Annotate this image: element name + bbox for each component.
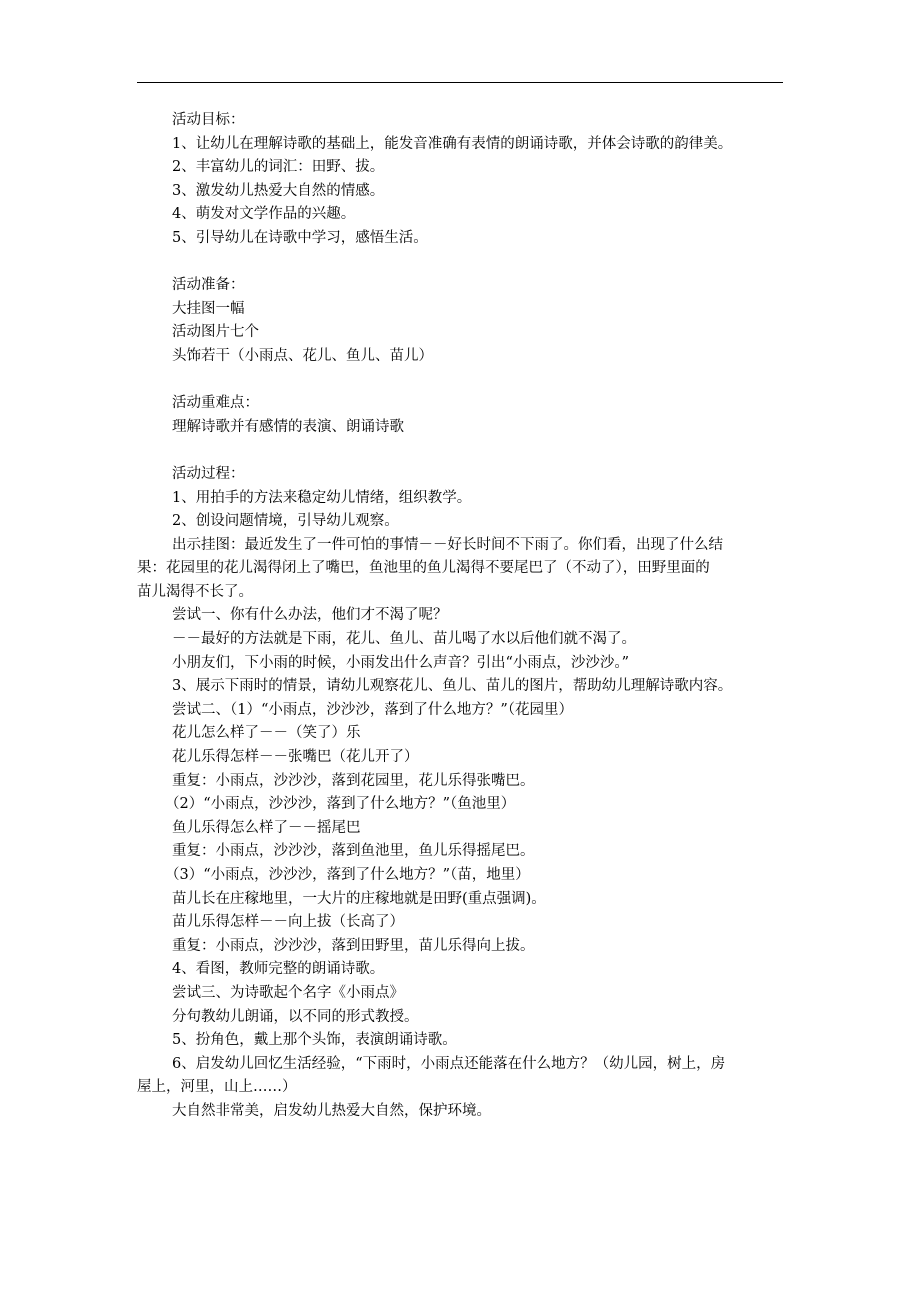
process-line: 花儿怎么样了－－（笑了）乐 — [172, 725, 361, 742]
process-line: 重复：小雨点，沙沙沙，落到鱼池里，鱼儿乐得摇尾巴。 — [172, 843, 535, 860]
process-line: 鱼儿乐得怎么样了－－摇尾巴 — [172, 819, 361, 836]
spacer — [172, 369, 792, 393]
process-line: 尝试三、为诗歌起个名字《小雨点》 — [172, 984, 404, 1001]
process-line: （2）“小雨点，沙沙沙，落到了什么地方？”（鱼池里） — [165, 796, 516, 813]
spacer — [172, 251, 792, 275]
process-line: 3、展示下雨时的情景，请幼儿观察花儿、鱼儿、苗儿的图片，帮助幼儿理解诗歌内容。 — [172, 678, 733, 695]
process-line: 小朋友们，下小雨的时候，小雨发出什么声音？引出“小雨点，沙沙沙。” — [172, 654, 630, 671]
process-line: 苗儿长在庄稼地里，一大片的庄稼地就是田野(重点强调)。 — [172, 890, 546, 907]
section-heading-key-points: 活动重难点： — [172, 395, 259, 412]
spacer — [172, 439, 792, 463]
document-body — [137, 109, 792, 1124]
preparation-item: 大挂图一幅 — [172, 300, 245, 317]
goal-item: 3、激发幼儿热爱大自然的情感。 — [172, 182, 385, 199]
preparation-item: 活动图片七个 — [172, 324, 259, 341]
process-line: 2、创设问题情境，引导幼儿观察。 — [172, 513, 399, 530]
process-line: （3）“小雨点，沙沙沙，落到了什么地方？”（苗，地里） — [165, 867, 530, 883]
process-line: 4、看图，教师完整的朗诵诗歌。 — [172, 961, 385, 978]
goal-item: 5、引导幼儿在诗歌中学习，感悟生活。 — [172, 229, 428, 246]
process-line: 出示挂图：最近发生了一件可怕的事情－－好长时间不下雨了。你们看，出现了什么结 — [172, 536, 723, 553]
process-line: 尝试二、（1）“小雨点，沙沙沙，落到了什么地方？”（花园里） — [172, 701, 574, 718]
process-line: 分句教幼儿朗诵，以不同的形式教授。 — [172, 1008, 419, 1025]
process-line: 大自然非常美，启发幼儿热爱大自然，保护环境。 — [172, 1102, 491, 1119]
process-line: 果：花园里的花儿渴得闭上了嘴巴，鱼池里的鱼儿渴得不要尾巴了（不动了），田野里面的 — [137, 560, 710, 577]
section-heading-preparation: 活动准备： — [172, 277, 245, 294]
process-line: 花儿乐得怎样－－张嘴巴（花儿开了） — [172, 749, 419, 766]
key-point-item: 理解诗歌并有感情的表演、朗诵诗歌 — [172, 418, 404, 435]
goal-item: 2、丰富幼儿的词汇：田野、拔。 — [172, 159, 385, 176]
process-line: 重复：小雨点，沙沙沙，落到田野里，苗儿乐得向上拔。 — [172, 937, 535, 954]
process-line: 1、用拍手的方法来稳定幼儿情绪，组织教学。 — [172, 489, 472, 506]
process-line: 尝试一、你有什么办法，他们才不渴了呢？ — [172, 607, 448, 624]
process-line: 屋上，河里，山上……） — [137, 1079, 297, 1096]
process-line: －－最好的方法就是下雨，花儿、鱼儿、苗儿喝了水以后他们就不渴了。 — [172, 631, 636, 648]
section-heading-process: 活动过程： — [172, 465, 245, 482]
process-line: 苗儿乐得怎样－－向上拔（长高了） — [172, 914, 404, 931]
header-rule — [137, 82, 783, 83]
process-line: 重复：小雨点，沙沙沙，落到花园里，花儿乐得张嘴巴。 — [172, 772, 535, 789]
preparation-item: 头饰若干（小雨点、花儿、鱼儿、苗儿） — [172, 347, 433, 364]
goal-item: 4、萌发对文学作品的兴趣。 — [172, 206, 356, 223]
process-line: 苗儿渴得不长了。 — [137, 583, 253, 600]
section-heading-goals: 活动目标： — [172, 112, 245, 128]
process-line: 6、启发幼儿回忆生活经验，“下雨时，小雨点还能落在什么地方？（幼儿园，树上，房 — [172, 1055, 726, 1072]
goal-item: 1、让幼儿在理解诗歌的基础上，能发音准确有表情的朗诵诗歌，并体会诗歌的韵律美。 — [172, 135, 733, 152]
process-line: 5、扮角色，戴上那个头饰，表演朗诵诗歌。 — [172, 1032, 457, 1049]
